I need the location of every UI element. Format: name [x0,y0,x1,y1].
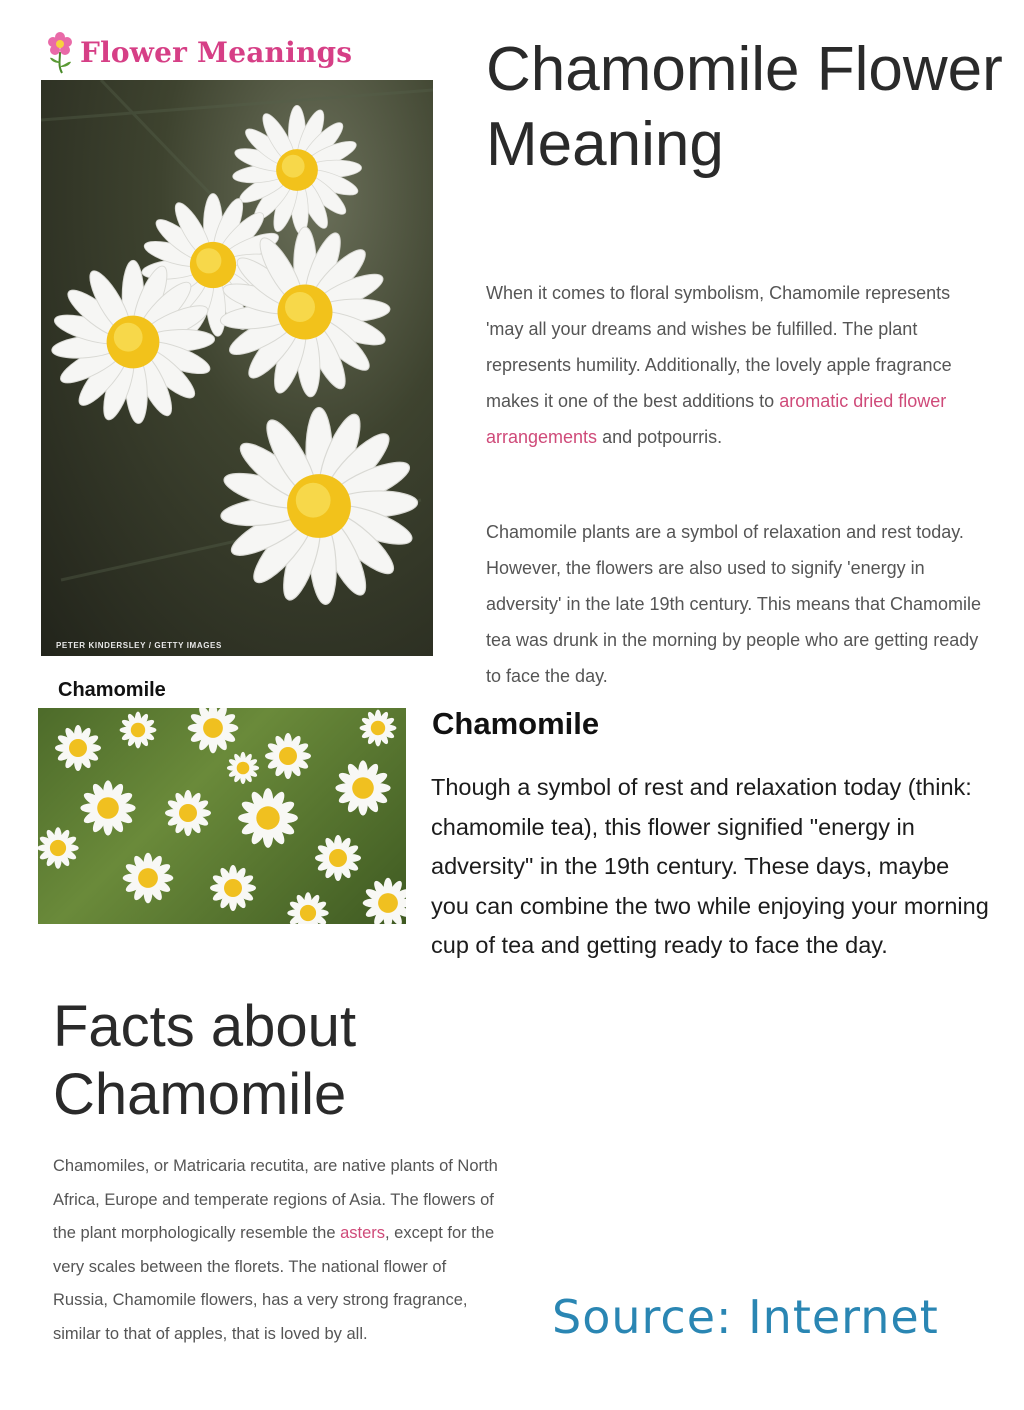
photo-credit: PETER KINDERSLEY / GETTY IMAGES [56,641,222,650]
intro-paragraph [486,275,986,455]
facts-title: Facts about Chamomile [53,994,357,1127]
card-body: Though a symbol of rest and relaxation today (think: chamomile tea), this flower signified "energy in adversity" in the 19th century. These days, maybe you can combine the two while enjoying your morning cup of tea and getting ready to face the day. [431,774,989,958]
asters-link[interactable]: asters [340,1224,386,1242]
chamomile-field-illustration [38,708,406,924]
page-title: Chamomile Flower Meaning [486,35,1003,179]
dried-flower-link[interactable]: aromatic dried flower arrangements [486,391,947,447]
chamomile-field-photo [38,708,406,924]
chamomile-photo-main [41,80,433,656]
facts-text-end: , except for the very scales between the florets. The national flower of Russia, Chamomile flowers, has a very strong fragrance, similar to that of apples, that is loved by all. [53,1224,495,1343]
intro-text: When it comes to floral symbolism, Chamomile represents 'may all your dreams and wishes be fulfilled. The plant represents humility. Additionally, the lovely apple fragrance makes it one of the best additions to [486,283,952,411]
facts-paragraph [53,1150,503,1351]
brand-name: Flower Meanings [80,35,353,69]
facts-text: Chamomiles, or Matricaria recutita, are native plants of North Africa, Europe and temperate regions of Asia. The flowers of the plant morphologically resemble the [53,1157,498,1242]
chamomile-flowers-illustration [41,80,433,656]
brand-logo[interactable] [44,30,352,74]
card-title: Chamomile [432,706,600,741]
source-label: Source: Internet [552,1290,939,1344]
photo-caption: Chamomile [58,679,166,701]
pink-flower-icon [44,30,76,74]
symbolism-paragraph: Chamomile plants are a symbol of relaxation and rest today. However, the flowers are also used to signify 'energy in adversity' in the late 19th century. This means that Chamomile tea was drunk in the morning by people who are getting ready to face the day. [486,522,982,686]
intro-text-end: and potpourris. [597,427,723,447]
